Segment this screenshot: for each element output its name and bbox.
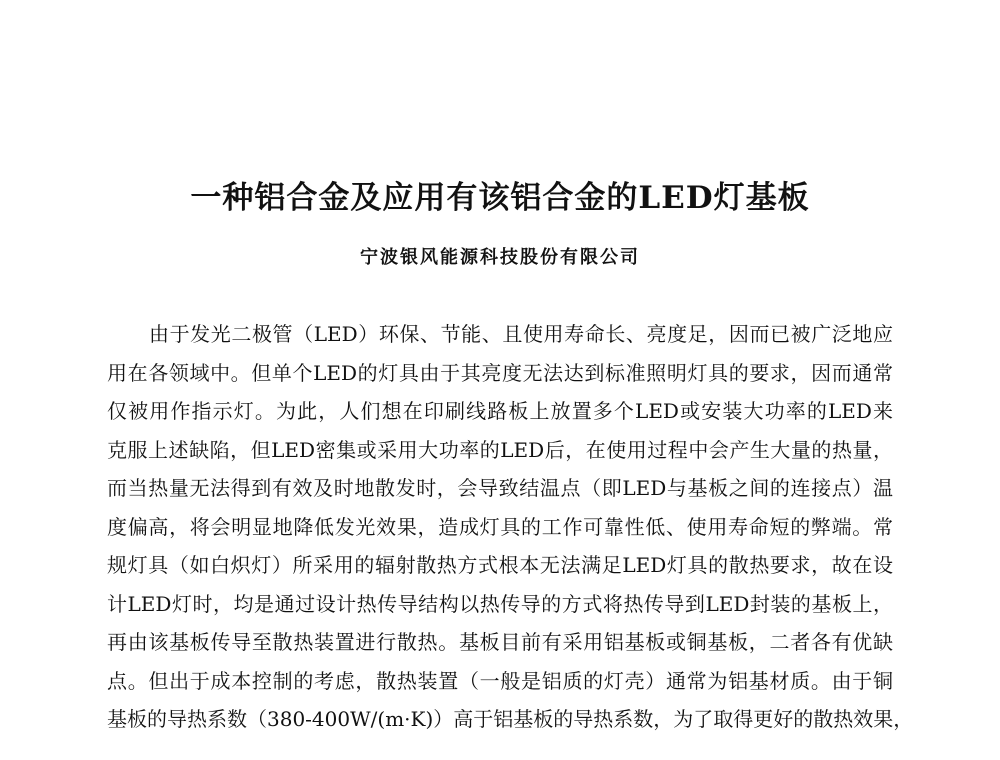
body-line: 仅被用作指示灯。为此，人们想在印刷线路板上放置多个LED或安装大功率的LED来 — [107, 399, 893, 423]
body-line: 由于发光二极管（LED）环保、节能、且使用寿命长、亮度足，因而已被广泛地应 — [149, 322, 893, 346]
document-author: 宁波银风能源科技股份有限公司 — [360, 247, 640, 268]
body-line: 再由该基板传导至散热装置进行散热。基板目前有采用铝基板或铜基板，二者各有优缺 — [107, 630, 893, 654]
body-line: 克服上述缺陷，但LED密集或采用大功率的LED后，在使用过程中会产生大量的热量， — [107, 437, 893, 462]
document-body — [107, 315, 914, 739]
body-line: 用在各领域中。但单个LED的灯具由于其亮度无法达到标准照明灯具的要求，因而通常 — [107, 360, 893, 385]
body-line: 计LED灯时，均是通过设计热传导结构以热传导的方式将热传导到LED封装的基板上， — [107, 591, 893, 616]
body-line: 而当热量无法得到有效及时地散发时，会导致结温点（即LED与基板之间的连接点）温 — [107, 476, 893, 500]
body-line: 点。但出于成本控制的考虑，散热装置（一般是铝质的灯壳）通常为铝基材质。由于铜 — [107, 668, 893, 693]
body-line: 基板的导热系数（380-400W/(m·K)）高于铝基板的导热系数，为了取得更好的散热效果， — [107, 707, 914, 731]
body-line: 度偏高，将会明显地降低发光效果，造成灯具的工作可靠性低、使用寿命短的弊端。常 — [107, 514, 893, 539]
body-line: 规灯具（如白炽灯）所采用的辐射散热方式根本无法满足LED灯具的散热要求，故在设 — [107, 553, 893, 577]
document-title: 一种铝合金及应用有该铝合金的LED灯基板 — [190, 180, 810, 216]
